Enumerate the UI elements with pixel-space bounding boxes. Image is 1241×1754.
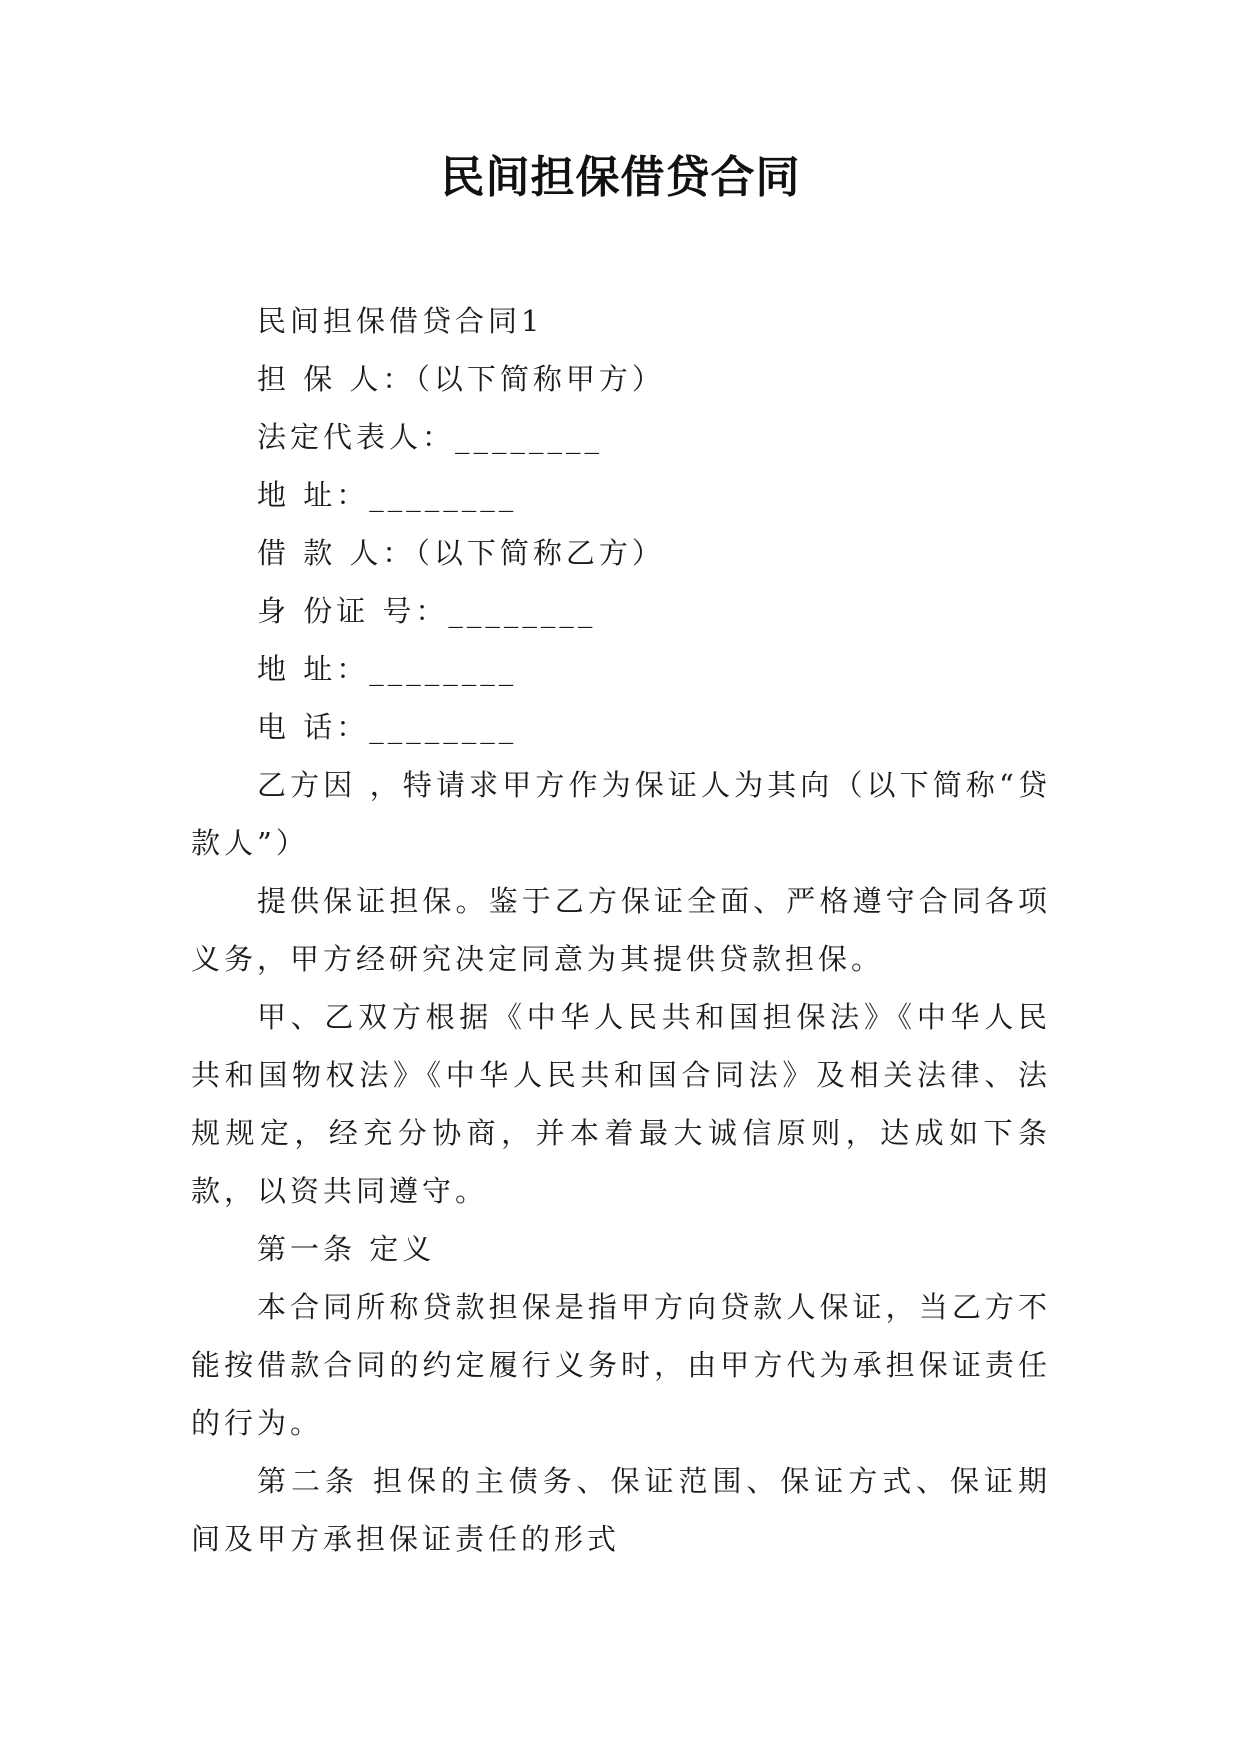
paragraph-borrower-address: 地 址：________ — [257, 652, 518, 686]
document-title: 民间担保借贷合同 — [440, 152, 801, 203]
document-body — [191, 292, 1051, 1568]
paragraph-contract-heading: 民间担保借贷合同1 — [257, 304, 544, 338]
paragraph-article-1-heading: 第一条 定义 — [257, 1232, 436, 1266]
paragraph-request: 乙方因 ，特请求甲方作为保证人为其向（以下简称“贷款人”） — [191, 768, 1051, 860]
paragraph-guarantor-address: 地 址：________ — [257, 478, 518, 512]
paragraph-id-number: 身 份证 号：________ — [257, 594, 597, 628]
paragraph-article-1-body: 本合同所称贷款担保是指甲方向贷款人保证，当乙方不能按借款合同的约定履行义务时，由甲方代为承担保证责任的行为。 — [191, 1290, 1051, 1440]
paragraph-guarantor: 担 保 人：（以下简称甲方） — [257, 362, 665, 396]
paragraph-phone: 电 话：________ — [257, 710, 518, 744]
paragraph-article-2-heading: 第二条 担保的主债务、保证范围、保证方式、保证期间及甲方承担保证责任的形式 — [191, 1464, 1051, 1556]
paragraph-borrower: 借 款 人：（以下简称乙方） — [257, 536, 665, 570]
paragraph-legal-representative: 法定代表人：________ — [257, 420, 604, 454]
paragraph-guarantee-provision: 提供保证担保。鉴于乙方保证全面、严格遵守合同各项义务，甲方经研究决定同意为其提供贷款担保。 — [191, 884, 1051, 976]
paragraph-legal-basis: 甲、乙双方根据《中华人民共和国担保法》《中华人民共和国物权法》《中华人民共和国合同法》及相关法律、法规规定，经充分协商，并本着最大诚信原则，达成如下条款，以资共同遵守。 — [191, 1000, 1051, 1208]
